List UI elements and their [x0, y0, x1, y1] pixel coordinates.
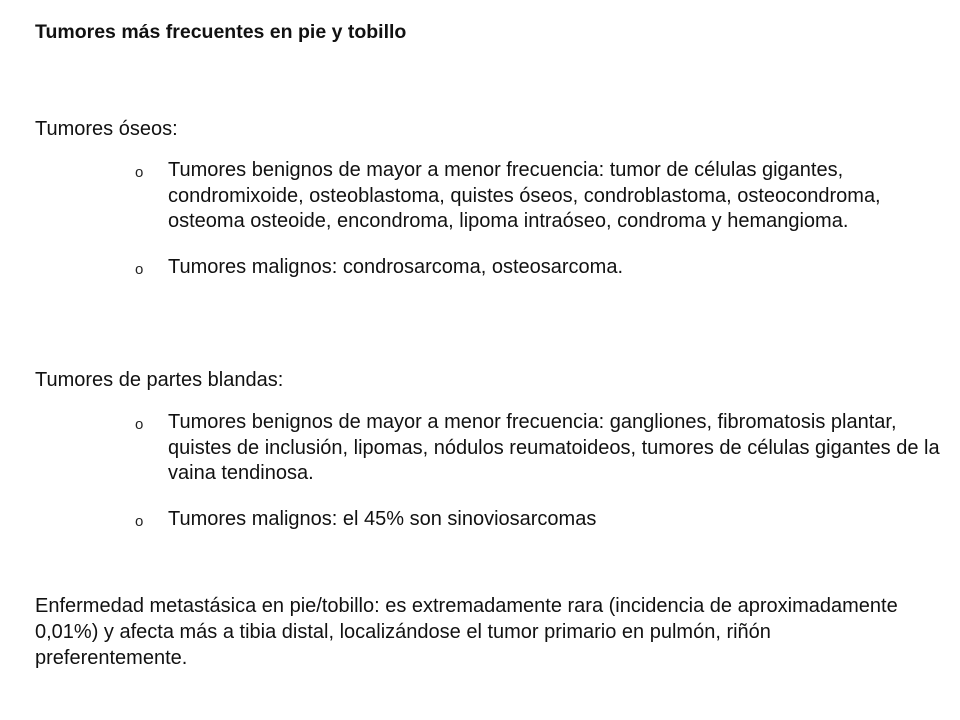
list-item — [135, 507, 947, 533]
bullet-marker: o — [135, 260, 144, 278]
document-title: Tumores más frecuentes en pie y tobillo — [35, 21, 407, 43]
bone-tumors-list — [135, 158, 947, 280]
metastatic-disease-paragraph: Enfermedad metastásica en pie/tobillo: es extremadamente rara (incidencia de aproximadamente 0,01%) y afecta más a tibia distal, localizándose el tumor primario en pulmón, riñón preferentemente. — [35, 595, 898, 669]
list-item-text: Tumores malignos: el 45% son sinoviosarcomas — [168, 507, 597, 530]
bullet-marker: o — [135, 416, 144, 433]
list-item — [135, 158, 947, 235]
list-item-text: Tumores benignos de mayor a menor frecuencia: gangliones, fibromatosis plantar, quistes de inclusión, lipomas, nódulos reumatoideos, tumores de células gigantes de la vaina tendinosa. — [168, 411, 940, 484]
section-heading-bone-tumors: Tumores óseos: — [35, 118, 178, 140]
list-item-text: Tumores benignos de mayor a menor frecuencia: tumor de células gigantes, condromixoide, osteoblastoma, quistes óseos, condroblastoma, osteocondroma, osteoma osteoide, encondroma, lipoma intraóseo, condroma y hemangioma. — [168, 159, 881, 232]
list-item-text: Tumores malignos: condrosarcoma, osteosarcoma. — [168, 255, 623, 278]
bullet-marker: o — [135, 164, 144, 181]
bullet-marker: o — [135, 512, 144, 530]
list-item — [135, 410, 947, 487]
section-heading-soft-tissue-tumors: Tumores de partes blandas: — [35, 369, 284, 391]
list-item — [135, 255, 947, 281]
soft-tissue-tumors-list — [135, 410, 947, 532]
